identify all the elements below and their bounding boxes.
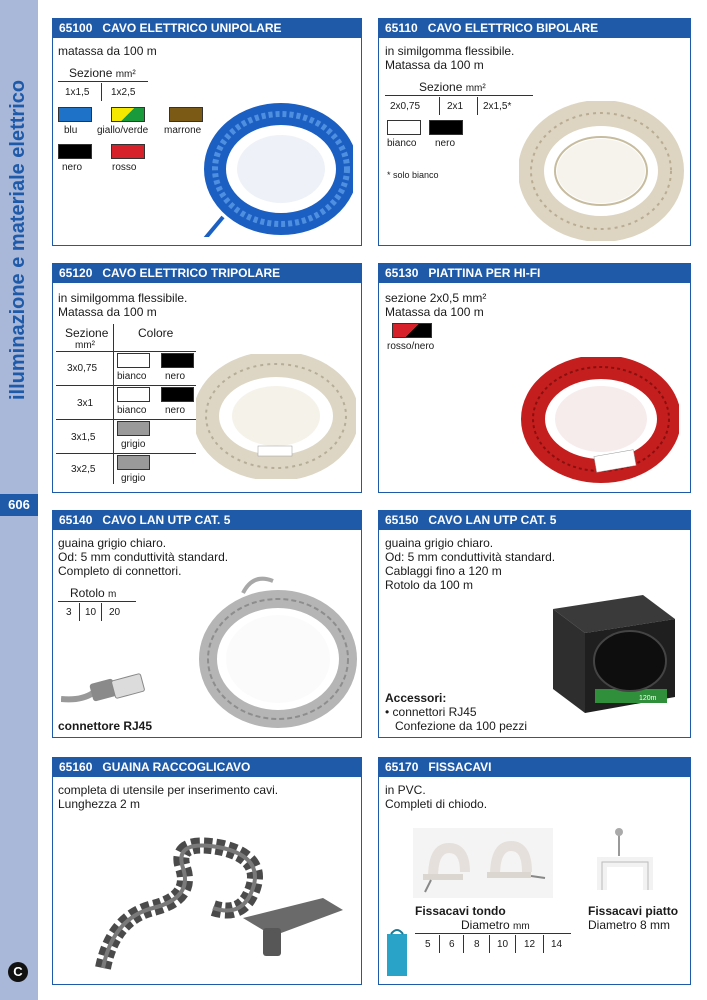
product-desc: in similgomma flessibile. (385, 44, 515, 58)
color-label: Colore (138, 326, 174, 340)
product-desc: guaina grigio chiaro. (385, 536, 494, 550)
color-label: marrone (164, 125, 202, 136)
cable-box-image (547, 589, 679, 717)
product-desc: sezione 2x0,5 mm² (385, 291, 487, 305)
product-desc: Cablaggi fino a 120 m (385, 564, 502, 578)
sidebar-title: illuminazione e materiale elettrico (7, 79, 29, 400)
roll-value: 3 (66, 607, 72, 618)
section-value: 1x1,5 (65, 87, 90, 98)
product-65160 (52, 757, 362, 985)
color-label: nero (165, 371, 186, 382)
rj45-connector-image (61, 671, 151, 711)
product-65130 (378, 263, 691, 493)
flat-clip-desc: Diametro 8 mm (588, 918, 671, 932)
color-label: rosso (112, 162, 137, 173)
color-swatch-nero (161, 353, 194, 368)
box-length-label: 120m (639, 695, 657, 702)
section-value: 3x0,75 (67, 363, 98, 374)
color-swatch-giallo-verde (111, 107, 145, 122)
section-value: 2x1,5* (483, 101, 512, 112)
diameter-value: 8 (474, 939, 480, 950)
color-label: nero (435, 138, 456, 149)
cable-coil-image (519, 357, 679, 487)
product-title: CAVO ELETTRICO UNIPOLARE (102, 21, 282, 35)
color-swatch-grigio (117, 455, 150, 470)
color-label: rosso/nero (387, 341, 435, 352)
round-clip-image (413, 828, 553, 898)
footnote: * solo bianco (387, 170, 439, 180)
flat-clip-image (594, 828, 664, 903)
product-65140 (52, 510, 362, 738)
cable-coil-image (193, 569, 358, 734)
color-label: bianco (387, 138, 417, 149)
diameter-value: 14 (551, 939, 563, 950)
roll-value: 20 (109, 607, 121, 618)
accessory-item: Confezione da 100 pezzi (395, 719, 528, 733)
color-label: bianco (117, 371, 147, 382)
product-desc: Rotolo da 100 m (385, 578, 474, 592)
page-number: 606 (0, 494, 38, 516)
cable-coil-image (519, 101, 684, 241)
color-label: giallo/verde (97, 125, 149, 136)
product-desc: Completi di chiodo. (385, 797, 488, 811)
product-65170 (378, 757, 691, 985)
color-label: bianco (117, 405, 147, 416)
diameter-value: 5 (425, 939, 431, 950)
product-header (53, 19, 361, 38)
accessory-item: • connettori RJ45 (385, 705, 477, 719)
color-swatch-nero (161, 387, 194, 402)
color-label: nero (62, 162, 83, 173)
product-header: 65110 CAVO ELETTRICO BIPOLARE (379, 19, 690, 38)
diameter-value: 12 (524, 939, 536, 950)
section-value: 3x1 (77, 398, 94, 409)
color-swatch-nero (58, 144, 92, 159)
connector-label: connettore RJ45 (58, 719, 153, 733)
diameter-value: 10 (497, 939, 509, 950)
product-desc: Completo di connettori. (58, 564, 182, 578)
product-desc: Matassa da 100 m (58, 305, 157, 319)
product-header: 65150 CAVO LAN UTP CAT. 5 (379, 511, 690, 530)
color-swatch-blu (58, 107, 92, 122)
color-label: blu (64, 125, 78, 136)
product-65110 (378, 18, 691, 246)
product-header: 65130 PIATTINA PER HI-FI (379, 264, 690, 283)
product-desc: in similgomma flessibile. (58, 291, 188, 305)
diameter-label: Diametro mm (461, 918, 530, 932)
section-label: Sezione (65, 326, 109, 340)
product-65150 (378, 510, 691, 738)
color-swatch-bianco (117, 387, 150, 402)
color-swatch-bianco (387, 120, 421, 135)
product-desc: Matassa da 100 m (385, 305, 484, 319)
color-swatch-rosso (111, 144, 145, 159)
package-bag-image (385, 926, 409, 978)
brand-logo: C (8, 962, 28, 982)
roll-label: Rotolo m (70, 586, 117, 600)
diameter-value: 6 (449, 939, 455, 950)
section-value: 2x1 (447, 101, 464, 112)
color-swatch-bianco (117, 353, 150, 368)
round-clip-title: Fissacavi tondo (415, 904, 506, 918)
product-desc: matassa da 100 m (58, 44, 157, 58)
product-header: 65140 CAVO LAN UTP CAT. 5 (53, 511, 361, 530)
section-unit: mm² (75, 340, 95, 351)
color-swatch-nero (429, 120, 463, 135)
product-desc: completa di utensile per inserimento cavi. (58, 783, 279, 797)
product-65120 (52, 263, 362, 493)
section-value: 3x1,5 (71, 432, 96, 443)
product-header: 65170 FISSACAVI (379, 758, 690, 777)
spiral-wrap-image (93, 828, 353, 978)
product-header: 65160 GUAINA RACCOGLICAVO (53, 758, 361, 777)
product-desc: Od: 5 mm conduttività standard. (385, 550, 556, 564)
section-label: Sezione mm² (419, 80, 486, 94)
product-desc: in PVC. (385, 783, 426, 797)
color-swatch-rosso-nero (392, 323, 432, 338)
product-desc: guaina grigio chiaro. (58, 536, 167, 550)
section-value: 1x2,5 (111, 87, 136, 98)
section-label: Sezione mm² (69, 66, 136, 80)
product-desc: Matassa da 100 m (385, 58, 484, 72)
color-label: grigio (121, 473, 146, 484)
color-swatch-grigio (117, 421, 150, 436)
product-desc: Od: 5 mm conduttività standard. (58, 550, 229, 564)
cable-coil-image (203, 97, 353, 237)
color-label: nero (165, 405, 186, 416)
cable-coil-image (196, 354, 356, 479)
roll-value: 10 (85, 607, 97, 618)
product-desc: Lunghezza 2 m (58, 797, 141, 811)
flat-clip-title: Fissacavi piatto (588, 904, 679, 918)
accessories-title: Accessori: (385, 691, 447, 705)
product-code: 65100 (59, 21, 93, 35)
product-65100 (52, 18, 362, 246)
product-header: 65120 CAVO ELETTRICO TRIPOLARE (53, 264, 361, 283)
color-swatch-marrone (169, 107, 203, 122)
section-value: 3x2,5 (71, 464, 96, 475)
color-label: grigio (121, 439, 146, 450)
section-value: 2x0,75 (390, 101, 421, 112)
